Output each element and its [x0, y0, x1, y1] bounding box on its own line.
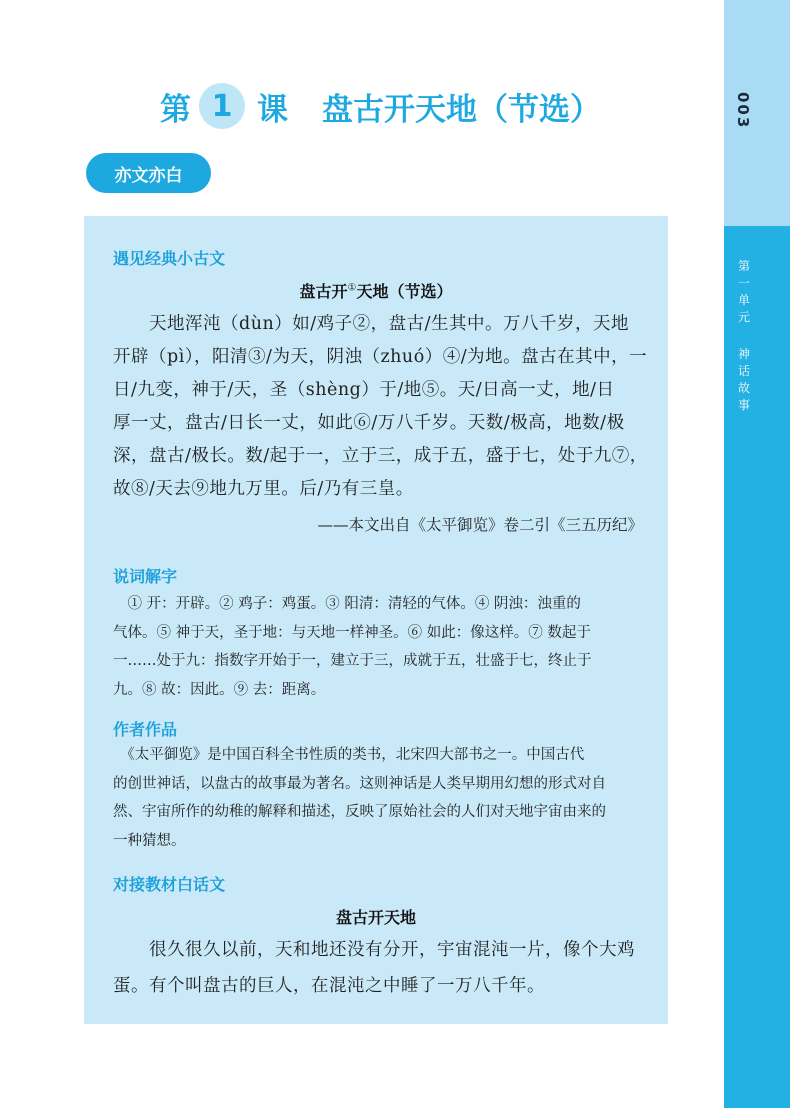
- author-line: 一种猜想。: [113, 832, 186, 849]
- unit-char: 元: [737, 310, 750, 324]
- author-line: 然、宇宙所作的幼稚的解释和描述，反映了原始社会的人们对天地宇宙由来的: [113, 804, 606, 820]
- unit-label: [736, 258, 752, 326]
- author-line: 的创世神话，以盘古的故事最为著名。这则神话是人类早期用幻想的形式对自: [113, 775, 606, 792]
- glossary-text: [113, 590, 643, 704]
- topic-char: 事: [737, 398, 750, 412]
- classic-line: 天地浑沌（dùn）如/鸡子②，盘古/生其中。万八千岁，天地: [113, 314, 630, 334]
- author-text: [113, 741, 643, 855]
- classic-line: 开辟（pì），阳清③/为天，阴浊（zhuó）④/为地。盘古在其中，一: [113, 347, 648, 367]
- glossary-line: 九。⑧ 故：因此。⑨ 去：距离。: [113, 681, 326, 698]
- glossary-heading: 说词解字: [113, 567, 178, 586]
- classic-line: 故⑧/天去⑨地九万里。后/乃有三皇。: [113, 479, 414, 499]
- modern-text-title: 盘古开天地: [335, 908, 416, 927]
- unit-char: 单: [737, 293, 750, 307]
- lesson-number-badge: 1: [199, 83, 245, 129]
- side-strip-bottom: [724, 226, 790, 1108]
- classic-source: ——本文出自《太平御览》卷二引《三五历纪》: [317, 516, 643, 534]
- title-word-ke: 课: [257, 91, 288, 128]
- lesson-name: 盘古开天地（节选）: [322, 91, 601, 128]
- modern-heading: 对接教材白话文: [113, 875, 226, 894]
- lesson-title: [160, 82, 601, 130]
- classic-line: 厚一丈，盘古/日长一丈，如此⑥/万八千岁。天数/极高，地数/极: [113, 413, 625, 433]
- classic-title-note: ①: [347, 282, 357, 294]
- classic-heading: 遇见经典小古文: [113, 249, 226, 268]
- modern-line: 蛋。有个叫盘古的巨人，在混沌之中睡了一万八千年。: [113, 976, 545, 996]
- classic-title-part: 盘古开: [299, 282, 348, 301]
- title-word-di: 第: [160, 91, 191, 128]
- modern-line: 很久很久以前，天和地还没有分开，宇宙混沌一片，像个大鸡: [113, 940, 635, 960]
- classic-text: [113, 308, 648, 506]
- author-heading: 作者作品: [113, 720, 178, 739]
- classic-line: 日/九变，神于/天，圣（shèng）于/地⑤。天/日高一丈，地/日: [113, 380, 615, 400]
- classic-text-title: [84, 279, 668, 302]
- section-tab: 亦文亦白: [86, 153, 211, 193]
- glossary-line: 气体。⑤ 神于天，圣于地：与天地一样神圣。⑥ 如此：像这样。⑦ 数起于: [113, 624, 591, 641]
- glossary-line: 一……处于九：指数字开始于一，建立于三，成就于五，壮盛于七，终止于: [113, 653, 592, 669]
- topic-char: 故: [737, 381, 750, 395]
- topic-char: 话: [737, 364, 750, 378]
- unit-char: 一: [737, 276, 750, 290]
- page-number: 003: [734, 92, 752, 130]
- author-line: 《太平御览》是中国百科全书性质的类书，北宋四大部书之一。中国古代: [113, 747, 585, 763]
- classic-title-tail: 天地（节选）: [356, 282, 453, 301]
- unit-topic: [736, 346, 752, 414]
- modern-text: [113, 932, 643, 1004]
- topic-char: 神: [737, 347, 750, 361]
- classic-line: 深，盘古/极长。数/起于一，立于三，成于五，盛于七，处于九⑦，: [113, 446, 648, 466]
- glossary-line: ① 开：开辟。② 鸡子：鸡蛋。③ 阳清：清轻的气体。④ 阴浊：浊重的: [113, 596, 581, 612]
- unit-char: 第: [737, 259, 750, 273]
